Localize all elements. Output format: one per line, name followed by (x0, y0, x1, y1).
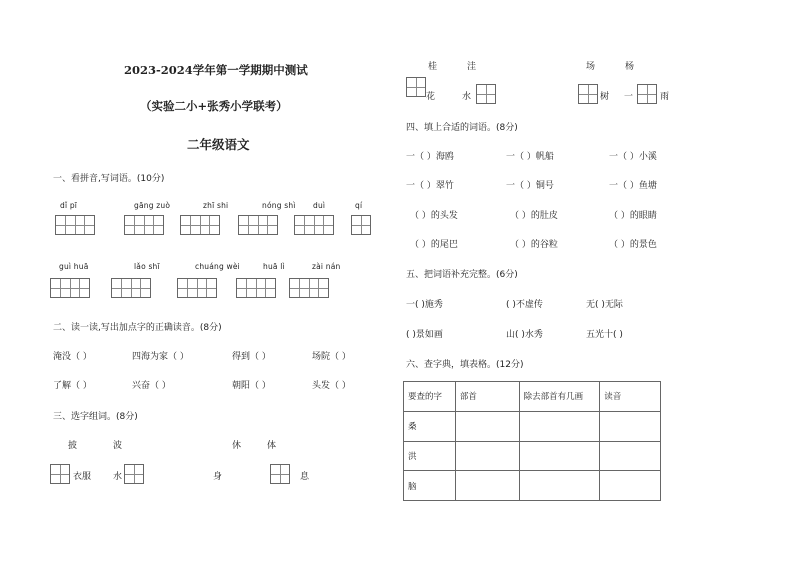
pinyin: huā lì (263, 262, 285, 271)
idiom-item[interactable]: ( )景如画 (406, 330, 443, 340)
answer-cell[interactable] (600, 411, 661, 441)
answer-cell[interactable] (600, 471, 661, 501)
reading-item[interactable]: 四海为家（ ） (132, 352, 189, 362)
writing-grid[interactable] (236, 278, 276, 298)
section4-heading: 四、填上合适的词语。(8分) (406, 123, 518, 133)
section6-heading: 六、查字典，填表格。(12分) (406, 360, 524, 370)
fill-item[interactable]: （ ）的头发 (410, 211, 458, 221)
answer-box[interactable] (50, 464, 70, 484)
fill-item[interactable]: 一（ ）帆船 (506, 152, 554, 162)
writing-grid[interactable] (55, 215, 95, 235)
answer-box[interactable] (637, 84, 657, 104)
answer-box[interactable] (406, 77, 426, 97)
reading-item[interactable]: 朝阳（ ） (232, 381, 271, 391)
word-part: 树 (600, 92, 610, 102)
fill-item[interactable]: 一（ ）鱼塘 (609, 181, 657, 191)
choice-char: 杨 (625, 62, 635, 72)
idiom-item[interactable]: 五光十( ) (586, 330, 623, 340)
exam-subtitle: （实验二小+张秀小学联考） (140, 99, 288, 113)
answer-box[interactable] (578, 84, 598, 104)
choice-char: 体 (267, 441, 277, 451)
writing-grid[interactable] (124, 215, 164, 235)
writing-grid[interactable] (111, 278, 151, 298)
fill-item[interactable]: （ ）的肚皮 (510, 211, 558, 221)
answer-box[interactable] (124, 464, 144, 484)
writing-grid[interactable] (177, 278, 217, 298)
answer-box[interactable] (270, 464, 290, 484)
table-row (404, 471, 661, 501)
column-header: 除去部首有几画 (519, 382, 600, 412)
answer-cell[interactable] (455, 441, 519, 471)
word-part: 衣服 (73, 472, 92, 482)
choice-char: 场 (586, 62, 596, 72)
reading-item[interactable]: 头发（ ） (312, 381, 351, 391)
pinyin: lǎo shī (134, 262, 160, 271)
section1-heading: 一、看拼音,写词语。(10分) (53, 174, 165, 184)
reading-item[interactable]: 了解（ ） (53, 381, 92, 391)
answer-cell[interactable] (519, 411, 600, 441)
pinyin: chuáng wèi (195, 262, 240, 271)
column-header: 读音 (600, 382, 661, 412)
word-part: 水 (113, 472, 123, 482)
fill-item[interactable]: 一（ ）小溪 (609, 152, 657, 162)
choice-char: 休 (232, 441, 242, 451)
lookup-char: 桑 (404, 411, 456, 441)
idiom-item[interactable]: 山( )水秀 (506, 330, 543, 340)
pinyin: zài nán (312, 262, 341, 271)
writing-grid[interactable] (289, 278, 329, 298)
idiom-item[interactable]: ( )不虚传 (506, 300, 543, 310)
pinyin: guì huā (59, 262, 89, 271)
table-header-row (404, 382, 661, 412)
reading-item[interactable]: 淹没（ ） (53, 352, 92, 362)
answer-cell[interactable] (519, 441, 600, 471)
word-part: 花 (426, 92, 436, 102)
pinyin: dǐ pī (60, 201, 78, 210)
answer-cell[interactable] (519, 471, 600, 501)
word-part: 身 (213, 472, 223, 482)
writing-grid[interactable] (180, 215, 220, 235)
fill-item[interactable]: （ ）的尾巴 (410, 240, 458, 250)
writing-grid[interactable] (50, 278, 90, 298)
course-title: 二年级语文 (187, 137, 250, 152)
pinyin: qí (355, 201, 363, 210)
pinyin: zhī shi (203, 201, 229, 210)
fill-item[interactable]: （ ）的谷粒 (510, 240, 558, 250)
pinyin: nóng shì (262, 201, 296, 210)
writing-grid[interactable] (238, 215, 278, 235)
word-part: 一 (624, 92, 634, 102)
choice-char: 披 (68, 441, 78, 451)
pinyin: gāng zuò (134, 201, 171, 210)
table-row (404, 441, 661, 471)
choice-char: 波 (113, 441, 123, 451)
word-part: 息 (300, 472, 310, 482)
fill-item[interactable]: （ ）的眼睛 (609, 211, 657, 221)
lookup-char: 脑 (404, 471, 456, 501)
reading-item[interactable]: 得到（ ） (232, 352, 271, 362)
word-part: 雨 (660, 92, 670, 102)
section2-heading: 二、读一读,写出加点字的正确读音。(8分) (53, 323, 222, 333)
choice-char: 桂 (428, 62, 438, 72)
fill-item[interactable]: （ ）的景色 (609, 240, 657, 250)
writing-grid[interactable] (294, 215, 334, 235)
choice-char: 洼 (467, 62, 477, 72)
idiom-item[interactable]: 一( )施秀 (406, 300, 443, 310)
fill-item[interactable]: 一（ ）海鸥 (406, 152, 454, 162)
writing-grid[interactable] (351, 215, 371, 235)
column-header: 部首 (455, 382, 519, 412)
answer-cell[interactable] (455, 411, 519, 441)
dictionary-table (403, 381, 661, 501)
answer-cell[interactable] (455, 471, 519, 501)
reading-item[interactable]: 兴奋（ ） (132, 381, 171, 391)
section5-heading: 五、把词语补充完整。(6分) (406, 270, 518, 280)
pinyin: duì (313, 201, 326, 210)
table-row (404, 411, 661, 441)
answer-cell[interactable] (600, 441, 661, 471)
reading-item[interactable]: 场院（ ） (312, 352, 351, 362)
lookup-char: 洪 (404, 441, 456, 471)
idiom-item[interactable]: 无( )无际 (586, 300, 623, 310)
answer-box[interactable] (476, 84, 496, 104)
fill-item[interactable]: 一（ ）铜号 (506, 181, 554, 191)
word-part: 水 (462, 92, 472, 102)
section3-heading: 三、选字组词。(8分) (53, 412, 138, 422)
fill-item[interactable]: 一（ ）翠竹 (406, 181, 454, 191)
column-header: 要查的字 (404, 382, 456, 412)
exam-title: 2023-2024学年第一学期期中测试 (124, 63, 308, 77)
